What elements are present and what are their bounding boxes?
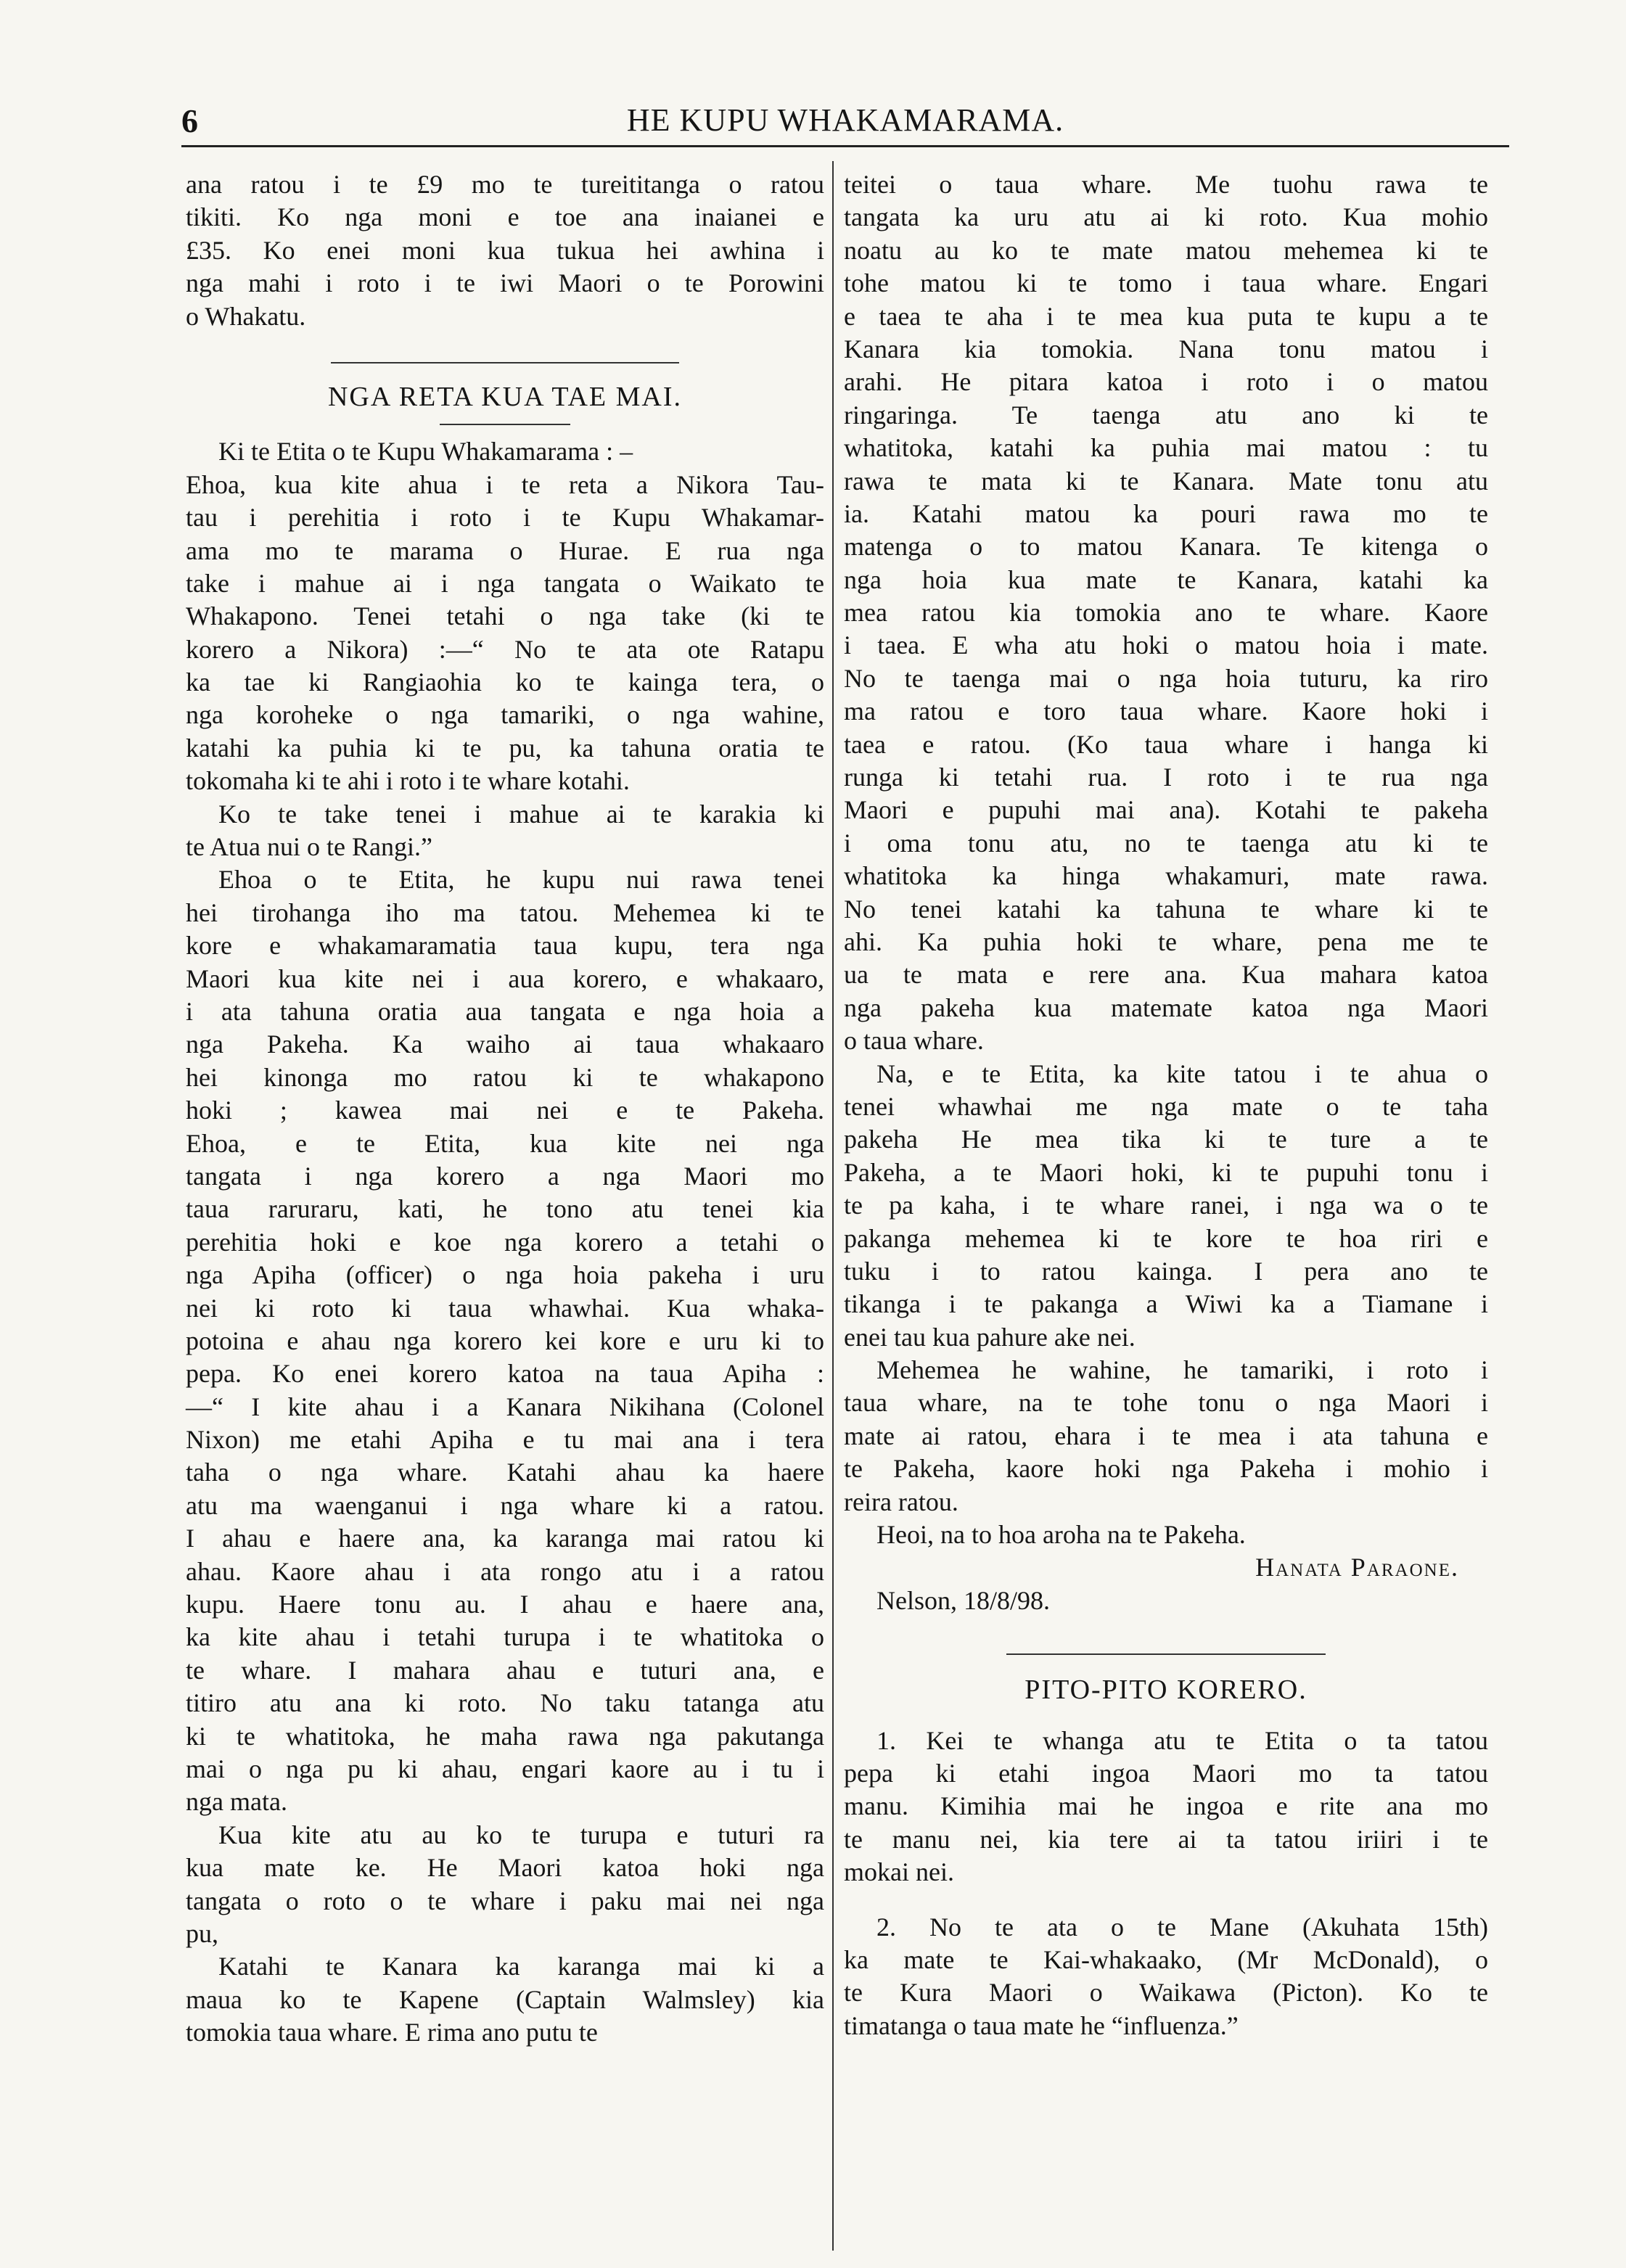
- text-line: pepa. Ko enei korero katoa na taua Apiha :: [186, 1359, 824, 1389]
- page-number: 6: [181, 102, 198, 139]
- spacer: [844, 1617, 1488, 1653]
- running-title: HE KUPU WHAKAMARAMA.: [626, 102, 1064, 138]
- text-line: tau i perehitia i roto i te Kupu Whakamar-: [186, 503, 824, 533]
- note-item-2: [844, 1911, 1488, 2043]
- text-line: taea e ratou. (Ko taua whare i hanga ki: [844, 729, 1488, 759]
- text-line: ana ratou i te £9 mo te tureititanga o ratou: [186, 170, 824, 199]
- text-line: Nixon) me etahi Apiha e tu mai ana i tera: [186, 1425, 824, 1455]
- text-line: rawa te mata ki te Kanara. Mate tonu atu: [844, 466, 1488, 496]
- text-line: tenei whawhai me nga mate o te taha: [844, 1091, 1488, 1121]
- text-line: whatitoka ka hinga whakamuri, mate rawa.: [844, 861, 1488, 891]
- spacer: [844, 1655, 1488, 1674]
- note-item-1: [844, 1725, 1488, 1889]
- text-line: reira ratou.: [844, 1487, 958, 1516]
- text-line: ahi. Ka puhia hoki te whare, pena me te: [844, 926, 1488, 956]
- text-line: atu ma waenganui i nga whare ki a ratou.: [186, 1490, 824, 1520]
- text-line: e taea te aha i te mea kua puta te kupu a te: [844, 301, 1488, 331]
- text-line: teitei o taua whare. Me tuohu rawa te: [844, 170, 1488, 199]
- text-line: Na, e te Etita, ka kite tatou i te ahua o: [876, 1059, 1488, 1088]
- text-line: pakeha He mea tika ki te ture a te: [844, 1125, 1488, 1154]
- text-line: nga mata.: [186, 1787, 287, 1817]
- text-line: Katahi te Kanara ka karanga mai ki a: [218, 1952, 824, 1981]
- spacer: [186, 363, 824, 381]
- text-line: Maori e pupuhi mai ana). Kotahi te pakeha: [844, 795, 1488, 825]
- intro-paragraph: [186, 168, 824, 333]
- text-line: pakanga mehemea ki te kore te hoa riri e: [844, 1223, 1488, 1253]
- text-line: ama mo te marama o Hurae. E rua nga: [186, 535, 824, 565]
- text-line: 2. No te ata o te Mane (Akuhata 15th): [876, 1912, 1488, 1942]
- column-divider: [832, 161, 834, 2251]
- text-line: maua ko te Kapene (Captain Walmsley) kia: [186, 1984, 824, 2014]
- text-line: ka kite ahau i tetahi turupa i te whatitoka o: [186, 1622, 824, 1652]
- text-line: noatu au ko te mate matou mehemea ki te: [844, 235, 1488, 265]
- text-line: ia. Katahi matou ka pouri rawa mo te: [844, 498, 1488, 528]
- right-column: [844, 168, 1488, 2042]
- text-line: ma ratou e toro taua whare. Kaore hoki i: [844, 697, 1488, 726]
- text-line: te Kura Maori o Waikawa (Picton). Ko te: [844, 1978, 1488, 2008]
- text-line: enei tau kua pahure ake nei.: [844, 1322, 1136, 1352]
- letter-body: [186, 435, 824, 2049]
- text-line: Ko te take tenei i mahue ai te karakia ki: [218, 799, 824, 829]
- letters-heading: NGA RETA KUA TAE MAI.: [327, 381, 683, 412]
- text-line: taua whare, na te tohe tonu o nga Maori i: [844, 1388, 1488, 1418]
- text-line: kupu. Haere tonu au. I ahau e haere ana,: [186, 1590, 824, 1619]
- text-line: ringaringa. Te taenga atu ano ki te: [844, 400, 1488, 430]
- text-line: i ata tahuna oratia aua tangata e nga hoia a: [186, 996, 824, 1026]
- left-column: [186, 168, 824, 2049]
- text-line: Ki te Etita o te Kupu Whakamarama : –: [218, 437, 633, 467]
- text-line: No tenei katahi ka tahuna te whare ki te: [844, 894, 1488, 924]
- spacer: [186, 414, 824, 424]
- text-line: Maori kua kite nei i aua korero, e whakaaro,: [186, 964, 824, 993]
- text-line: hoki ; kawea mai nei e te Pakeha.: [186, 1096, 824, 1125]
- text-line: Whakapono. Tenei tetahi o nga take (ki te: [186, 601, 824, 631]
- text-line: tangata ka uru atu ai ki roto. Kua mohio: [844, 202, 1488, 232]
- text-line: te pa kaha, i te whare ranei, i nga wa o te: [844, 1191, 1488, 1220]
- text-line: nga Pakeha. Ka waiho ai taua whakaaro: [186, 1030, 824, 1059]
- text-line: mokai nei.: [844, 1857, 954, 1887]
- dateline: Nelson, 18/8/98.: [876, 1585, 1050, 1615]
- text-line: £35. Ko enei moni kua tukua hei awhina i: [186, 235, 824, 265]
- text-line: ahau. Kaore ahau i ata rongo atu i a ratou: [186, 1556, 824, 1586]
- text-line: 1. Kei te whanga atu te Etita o ta tatou: [876, 1725, 1488, 1755]
- text-line: i taea. E wha atu hoki o matou hoia i mate.: [844, 630, 1488, 660]
- signature: Hanata Paraone.: [1255, 1553, 1459, 1582]
- text-line: Ehoa, kua kite ahua i te reta a Nikora Tau-: [186, 469, 824, 499]
- text-line: runga ki tetahi rua. I roto i te rua nga: [844, 763, 1488, 792]
- text-line: I ahau e haere ana, ka karanga mai ratou ki: [186, 1524, 824, 1553]
- text-line: kua mate ke. He Maori katoa hoki nga: [186, 1853, 824, 1883]
- text-line: Mehemea he wahine, he tamariki, i roto i: [876, 1355, 1488, 1385]
- text-line: te manu nei, kia tere ai ta tatou iriiri i te: [844, 1824, 1488, 1854]
- text-line: te whare. I mahara ahau e tuturi ana, e: [186, 1655, 824, 1685]
- text-line: mate ai ratou, ehara i te mea i ata tahuna e: [844, 1421, 1488, 1450]
- text-line: timatanga o taua mate he “influenza.”: [844, 2010, 1239, 2040]
- text-line: nga pakeha kua matemate katoa nga Maori: [844, 993, 1488, 1022]
- text-line: Pakeha, a te Maori hoki, ki te pupuhi tonu i: [844, 1157, 1488, 1187]
- text-line: tomokia taua whare. E rima ano putu te: [186, 2018, 598, 2047]
- text-line: tokomaha ki te ahi i roto i te whare kotahi.: [186, 766, 630, 796]
- text-line: tuku i to ratou kainga. I pera ano te: [844, 1256, 1488, 1286]
- text-line: tangata i nga korero a nga Maori mo: [186, 1161, 824, 1191]
- text-line: ka mate te Kai-whakaako, (Mr McDonald), o: [844, 1944, 1488, 1974]
- text-line: nga koroheke o nga tamariki, o nga wahine,: [186, 700, 824, 730]
- text-line: whatitoka, katahi ka puhia mai matou : tu: [844, 433, 1488, 463]
- spacer: [186, 425, 824, 435]
- text-line: nga Apiha (officer) o nga hoia pakeha i uru: [186, 1260, 824, 1290]
- text-line: ua te mata e rere ana. Kua mahara katoa: [844, 960, 1488, 990]
- text-line: manu. Kimihia mai he ingoa e rite ana mo: [844, 1791, 1488, 1821]
- text-line: Heoi, na to hoa aroha na te Pakeha.: [876, 1520, 1246, 1550]
- text-line: matenga o to matou Kanara. Te kitenga o: [844, 532, 1488, 562]
- text-line: potoina e ahau nga korero kei kore e uru ki to: [186, 1326, 824, 1355]
- text-line: pu,: [186, 1918, 218, 1948]
- text-line: arahi. He pitara katoa i roto i o matou: [844, 367, 1488, 397]
- text-line: Ehoa, e te Etita, kua kite nei nga: [186, 1128, 824, 1158]
- text-line: katahi ka puhia ki te pu, ka tahuna oratia te: [186, 733, 824, 763]
- text-line: Kanara kia tomokia. Nana tonu matou i: [844, 334, 1488, 363]
- spacer: [186, 333, 824, 362]
- text-line: kore e whakamaramatia taua kupu, tera nga: [186, 931, 824, 961]
- text-line: o Whakatu.: [186, 301, 306, 331]
- text-line: perehitia hoki e koe nga korero a tetahi o: [186, 1227, 824, 1257]
- text-line: taua raruraru, kati, he tono atu tenei kia: [186, 1194, 824, 1224]
- text-line: te Atua nui o te Rangi.”: [186, 832, 432, 862]
- text-line: te Pakeha, kaore hoki nga Pakeha i mohio i: [844, 1454, 1488, 1484]
- text-line: taha o nga whare. Katahi ahau ka haere: [186, 1458, 824, 1487]
- text-line: mai o nga pu ki ahau, engari kaore au i tu i: [186, 1754, 824, 1783]
- spacer: [844, 1889, 1488, 1911]
- letter-continuation: [844, 168, 1488, 1551]
- text-line: Kua kite atu au ko te turupa e tuturi ra: [218, 1820, 824, 1849]
- text-line: hei tirohanga iho ma tatou. Mehemea ki te: [186, 897, 824, 927]
- text-line: take i mahue ai i nga tangata o Waikato te: [186, 568, 824, 598]
- text-line: pepa ki etahi ingoa Maori mo ta tatou: [844, 1758, 1488, 1788]
- text-line: tohe matou ki te tomo i taua whare. Engari: [844, 268, 1488, 298]
- text-line: titiro atu ana ki roto. No taku tatanga atu: [186, 1688, 824, 1718]
- text-line: o taua whare.: [844, 1026, 984, 1056]
- text-line: tikanga i te pakanga a Wiwi ka a Tiamane i: [844, 1289, 1488, 1319]
- text-line: nei ki roto ki taua whawhai. Kua whaka-: [186, 1293, 824, 1323]
- text-line: tikiti. Ko nga moni e toe ana inaianei e: [186, 202, 824, 232]
- text-line: ka tae ki Rangiaohia ko te kainga tera, o: [186, 667, 824, 697]
- text-line: nga mahi i roto i te iwi Maori o te Porowini: [186, 268, 824, 298]
- text-line: —“ I kite ahau i a Kanara Nikihana (Colonel: [186, 1392, 824, 1421]
- text-line: tangata o roto o te whare i paku mai nei nga: [186, 1886, 824, 1915]
- text-line: No te taenga mai o nga hoia tuturu, ka riro: [844, 663, 1488, 693]
- notes-heading: PITO-PITO KORERO.: [1025, 1675, 1307, 1706]
- header-rule: [181, 145, 1509, 147]
- text-line: nga hoia kua mate te Kanara, katahi ka: [844, 564, 1488, 594]
- spacer: [844, 1707, 1488, 1725]
- text-line: mea ratou kia tomokia ano te whare. Kaore: [844, 598, 1488, 628]
- text-line: Ehoa o te Etita, he kupu nui rawa tenei: [218, 865, 824, 895]
- text-line: ki te whatitoka, he maha rawa nga pakutanga: [186, 1721, 824, 1751]
- text-line: i oma tonu atu, no te taenga atu ki te: [844, 828, 1488, 858]
- text-line: korero a Nikora) :—“ No te ata ote Ratapu: [186, 634, 824, 664]
- text-line: hei kinonga mo ratou ki te whakapono: [186, 1062, 824, 1092]
